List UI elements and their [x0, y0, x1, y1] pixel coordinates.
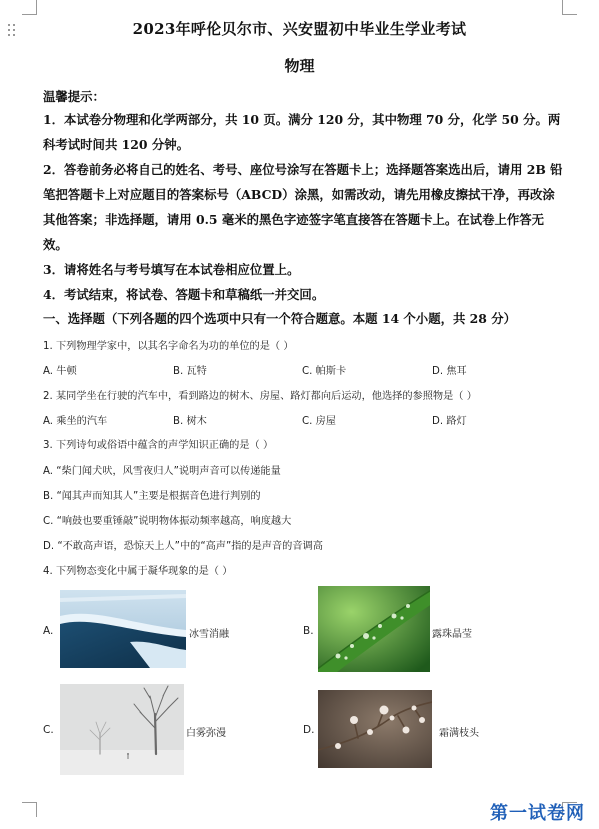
frost-branch-image [318, 690, 432, 768]
q2-option-d[interactable]: D. 路灯 [432, 416, 467, 427]
q1-option-d[interactable]: D. 焦耳 [432, 366, 467, 377]
crop-mark-top-left [22, 0, 37, 15]
question-2-stem: 2. 某同学坐在行驶的汽车中，看到路边的树木、房屋、路灯都向后运动，他选择的参照物是（ ） [43, 391, 477, 402]
notice-item-1: 1．本试卷分物理和化学两部分，共 10 页。满分 120 分，其中物理 70 分，化学 50 分。两科考试时间共 120 分钟。 [43, 112, 561, 152]
q3-option-c[interactable]: C. “响鼓也要重锤敲”说明物体振动频率越高，响度越大 [43, 516, 292, 527]
crop-mark-top-right [562, 0, 577, 15]
watermark-logo: 第一试卷网 [490, 803, 585, 824]
fog-image [60, 684, 184, 775]
notice-item-4: 4．考试结束，将试卷、答题卡和草稿纸一并交回。 [43, 287, 325, 302]
q4-option-b-letter[interactable]: B. [303, 625, 314, 637]
dew-drops-image [318, 586, 430, 672]
notice-heading: 温馨提示： [43, 89, 105, 104]
section-title: 一、选择题（下列各题的四个选项中只有一个符合题意。本题 14 个小题，共 28 分） [43, 311, 517, 326]
q2-option-b[interactable]: B. 树木 [173, 416, 207, 427]
q3-option-d[interactable]: D. “不敢高声语，恐惊天上人”中的“高声”指的是声音的音调高 [43, 541, 323, 552]
q4-option-d-letter[interactable]: D. [303, 724, 315, 736]
q2-option-a[interactable]: A. 乘坐的汽车 [43, 416, 108, 427]
q3-option-a[interactable]: A. “柴门闻犬吠，风雪夜归人”说明声音可以传递能量 [43, 466, 281, 477]
q4-caption-c: 白雾弥漫 [186, 728, 226, 739]
q3-option-b[interactable]: B. “闻其声而知其人”主要是根据音色进行判别的 [43, 491, 261, 502]
q2-option-c[interactable]: C. 房屋 [302, 416, 336, 427]
q4-caption-d: 霜满枝头 [439, 728, 479, 739]
q1-option-b[interactable]: B. 瓦特 [173, 366, 207, 377]
q4-caption-b: 露珠晶莹 [432, 629, 472, 640]
question-4-stem: 4. 下列物态变化中属于凝华现象的是（ ） [43, 566, 233, 577]
exam-title: 2023年呼伦贝尔市、兴安盟初中毕业生学业考试 [132, 20, 467, 38]
subject-title: 物理 [284, 57, 315, 75]
q1-option-c[interactable]: C. 帕斯卡 [302, 366, 347, 377]
question-1-stem: 1. 下列物理学家中，以其名字命名为功的单位的是（ ） [43, 341, 294, 352]
q4-option-c-letter[interactable]: C. [43, 724, 54, 736]
melting-ice-image [60, 590, 186, 668]
notice-item-2: 2．答卷前务必将自己的姓名、考号、座位号涂写在答题卡上；选择题答案选出后，请用 2B 铅笔把答题卡上对应题目的答案标号（ABCD）涂黑，如需改动，请先用橡皮擦拭干净，再改涂其他答案；非选择题，请用 0.5 毫米的黑色字迹签字笔直接答在答题卡上。在试卷上作答无效。 [43, 162, 563, 252]
q4-option-a-letter[interactable]: A. [43, 625, 54, 637]
question-3-stem: 3. 下列诗句或俗语中蕴含的声学知识正确的是（ ） [43, 440, 274, 451]
crop-mark-bottom-left [22, 802, 37, 817]
q1-option-a[interactable]: A. 牛顿 [43, 366, 77, 377]
notice-item-3: 3．请将姓名与考号填写在本试卷相应位置上。 [43, 262, 300, 277]
q4-caption-a: 冰雪消融 [189, 629, 229, 640]
